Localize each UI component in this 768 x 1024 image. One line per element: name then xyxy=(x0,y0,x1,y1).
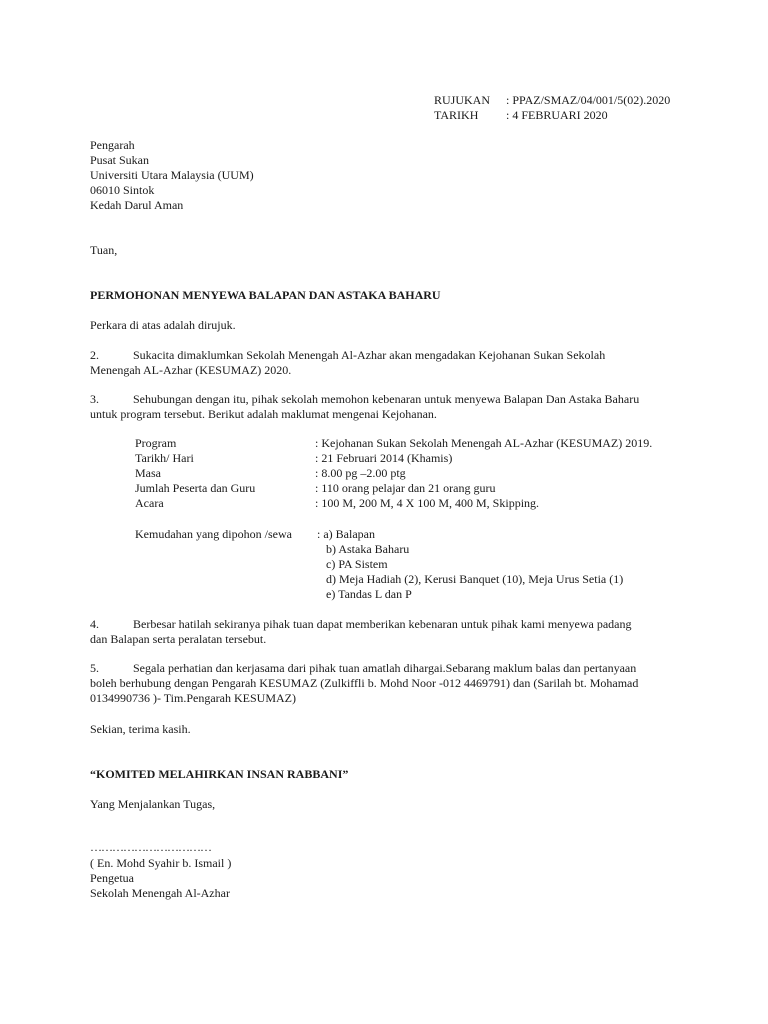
paragraph-text: Berbesar hatilah sekiranya pihak tuan dapat memberikan kebenaran untuk pihak kami menyewa padang xyxy=(133,617,632,631)
facility-item: : a) Balapan xyxy=(317,527,375,541)
tarikh-label: TARIKH xyxy=(434,108,479,122)
detail-value: : 8.00 pg –2.00 ptg xyxy=(315,466,406,480)
facilities-requested xyxy=(135,527,695,602)
detail-row xyxy=(135,436,695,451)
sign-off: Yang Menjalankan Tugas, xyxy=(90,797,216,811)
paragraph-text: Sukacita dimaklumkan Sekolah Menengah Al-Azhar akan mengadakan Kejohanan Sukan Sekolah xyxy=(133,348,606,362)
rujukan-value: : PPAZ/SMAZ/04/001/5(02).2020 xyxy=(506,93,671,107)
paragraph-number: 2. xyxy=(90,348,99,362)
paragraph-1: Perkara di atas adalah dirujuk. xyxy=(90,318,236,332)
recipient-line: Kedah Darul Aman xyxy=(90,198,184,212)
facility-item: e) Tandas L dan P xyxy=(326,587,412,601)
recipient-line: 06010 Sintok xyxy=(90,183,155,197)
salutation: Tuan, xyxy=(90,243,118,257)
reference-row xyxy=(434,93,670,108)
paragraph-3 xyxy=(90,392,680,422)
detail-value: : 21 Februari 2014 (Khamis) xyxy=(315,451,453,465)
paragraph-number: 3. xyxy=(90,392,99,406)
date-row xyxy=(434,108,670,123)
detail-value: : Kejohanan Sukan Sekolah Menengah AL-Azhar (KESUMAZ) 2019. xyxy=(315,436,653,450)
facility-row xyxy=(135,587,695,602)
paragraph-text: dan Balapan serta peralatan tersebut. xyxy=(90,632,267,646)
reference-block xyxy=(434,93,670,123)
paragraph-text: Menengah AL-Azhar (KESUMAZ) 2020. xyxy=(90,363,292,377)
facilities-label: Kemudahan yang dipohon /sewa xyxy=(135,527,292,541)
signatory-school: Sekolah Menengah Al-Azhar xyxy=(90,886,230,900)
rujukan-label: RUJUKAN xyxy=(434,93,491,107)
detail-label: Acara xyxy=(135,496,164,510)
paragraph-number: 5. xyxy=(90,661,99,675)
facility-row xyxy=(135,557,695,572)
detail-label: Program xyxy=(135,436,177,450)
facility-item: b) Astaka Baharu xyxy=(326,542,410,556)
signatory-title: Pengetua xyxy=(90,871,134,885)
recipient-line: Pengarah xyxy=(90,138,135,152)
closing-text: Sekian, terima kasih. xyxy=(90,722,191,736)
recipient-address xyxy=(90,138,254,213)
paragraph-4 xyxy=(90,617,680,647)
recipient-line: Pusat Sukan xyxy=(90,153,150,167)
paragraph-2 xyxy=(90,348,680,378)
paragraph-text: untuk program tersebut. Berikut adalah maklumat mengenai Kejohanan. xyxy=(90,407,437,421)
facility-row xyxy=(135,572,695,587)
facility-row xyxy=(135,542,695,557)
detail-row xyxy=(135,481,695,496)
facility-row xyxy=(135,527,695,542)
paragraph-text: Sehubungan dengan itu, pihak sekolah memohon kebenaran untuk menyewa Balapan Dan Astaka Baharu xyxy=(133,392,640,406)
detail-row xyxy=(135,451,695,466)
detail-label: Tarikh/ Hari xyxy=(135,451,194,465)
signature-line: …………………………… xyxy=(90,840,211,854)
recipient-line: Universiti Utara Malaysia (UUM) xyxy=(90,168,254,182)
detail-label: Masa xyxy=(135,466,161,480)
paragraph-text: boleh berhubung dengan Pengarah KESUMAZ (Zulkiffli b. Mohd Noor -012 4469791) dan (Sarilah bt. Mohamad xyxy=(90,676,639,690)
facility-item: c) PA Sistem xyxy=(326,557,388,571)
signatory-block xyxy=(90,856,231,901)
paragraph-number: 4. xyxy=(90,617,99,631)
detail-row xyxy=(135,496,695,511)
tarikh-value: : 4 FEBRUARI 2020 xyxy=(506,108,608,122)
detail-value: : 100 M, 200 M, 4 X 100 M, 400 M, Skipping. xyxy=(315,496,540,510)
detail-label: Jumlah Peserta dan Guru xyxy=(135,481,256,495)
detail-row xyxy=(135,466,695,481)
letter-subject: PERMOHONAN MENYEWA BALAPAN DAN ASTAKA BAHARU xyxy=(90,288,441,302)
detail-value: : 110 orang pelajar dan 21 orang guru xyxy=(315,481,496,495)
paragraph-text: 0134990736 )- Tim.Pengarah KESUMAZ) xyxy=(90,691,296,705)
paragraph-text: Segala perhatian dan kerjasama dari pihak tuan amatlah dihargai.Sebarang maklum balas dan pertanyaan xyxy=(133,661,637,675)
signatory-name: ( En. Mohd Syahir b. Ismail ) xyxy=(90,856,232,870)
paragraph-5 xyxy=(90,661,680,706)
school-motto: “KOMITED MELAHIRKAN INSAN RABBANI” xyxy=(90,767,349,781)
event-details xyxy=(135,436,695,511)
facility-item: d) Meja Hadiah (2), Kerusi Banquet (10), Meja Urus Setia (1) xyxy=(326,572,624,586)
